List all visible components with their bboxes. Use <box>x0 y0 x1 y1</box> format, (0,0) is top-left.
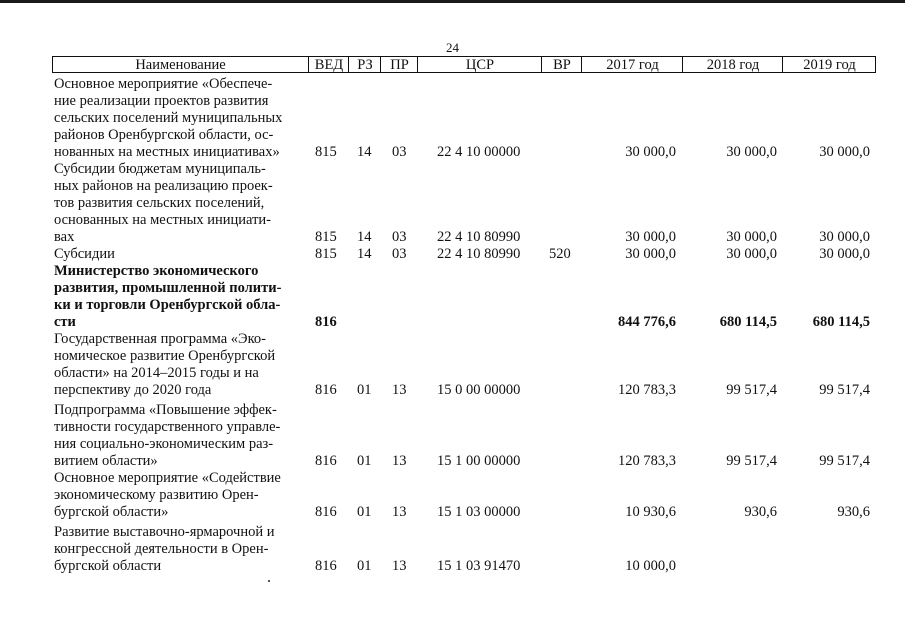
header-name: Наименование <box>135 57 226 73</box>
cell-y2018: 99 517,4 <box>726 382 777 398</box>
row-name-line: Подпрограмма «Повышение эффек- <box>54 402 277 418</box>
cell-pr: 13 <box>392 382 407 398</box>
row-name-line: Развитие выставочно-ярмарочной и <box>54 524 275 540</box>
row-name-line: развития, промышленной полити- <box>54 280 282 296</box>
cell-y2017: 10 000,0 <box>625 558 676 574</box>
cell-y2018: 30 000,0 <box>726 246 777 262</box>
row-name-line: Государственная программа «Эко- <box>54 331 266 347</box>
page-number: 24 <box>446 40 459 55</box>
cell-y2019: 30 000,0 <box>819 229 870 245</box>
cell-y2019: 930,6 <box>837 504 870 520</box>
cell-ved: 816 <box>315 504 337 520</box>
cell-csr: 22 4 10 80990 <box>437 229 521 245</box>
cell-pr: 13 <box>392 504 407 520</box>
cell-y2017: 120 783,3 <box>618 453 676 469</box>
table-header <box>52 56 876 73</box>
row-name-line: области» на 2014–2015 годы и на <box>54 365 259 381</box>
cell-csr: 22 4 10 80990 <box>437 246 521 262</box>
row-name-line: бургской области <box>54 558 162 574</box>
cell-y2019: 680 114,5 <box>812 314 870 330</box>
row-name-line: районов Оренбургской области, ос- <box>54 127 274 143</box>
cell-y2018: 99 517,4 <box>726 453 777 469</box>
top-border-line <box>0 0 905 3</box>
cell-pr: 13 <box>392 453 407 469</box>
row-name-line: витием области» <box>54 453 158 469</box>
cell-rz: 01 <box>357 558 372 574</box>
cell-pr: 03 <box>392 144 407 160</box>
cell-ved: 815 <box>315 229 337 245</box>
cell-rz: 14 <box>357 229 372 245</box>
cell-y2019: 99 517,4 <box>819 453 870 469</box>
cell-pr: 03 <box>392 229 407 245</box>
row-name-line: тивности государственного управле- <box>54 419 281 435</box>
row-name-line: Субсидии <box>54 246 115 262</box>
cell-y2017: 30 000,0 <box>625 144 676 160</box>
cell-rz: 14 <box>357 144 372 160</box>
cell-csr: 22 4 10 00000 <box>437 144 521 160</box>
row-name-line: номическое развитие Оренбургской <box>54 348 276 364</box>
row-name-line: перспективу до 2020 года <box>54 382 212 398</box>
cell-y2017: 30 000,0 <box>625 246 676 262</box>
row-name-line: вах <box>54 229 75 245</box>
row-name-line: Основное мероприятие «Содействие <box>54 470 281 486</box>
cell-y2018: 30 000,0 <box>726 229 777 245</box>
cell-y2018: 30 000,0 <box>726 144 777 160</box>
cell-y2017: 844 776,6 <box>618 314 676 330</box>
cell-vr: 520 <box>549 246 571 262</box>
row-name-line: ки и торговли Оренбургской обла- <box>54 297 281 313</box>
cell-ved: 816 <box>315 558 337 574</box>
header-vr: ВР <box>541 57 582 72</box>
header-csr: ЦСР <box>417 57 542 72</box>
cell-y2017: 120 783,3 <box>618 382 676 398</box>
row-name-line: Министерство экономического <box>54 263 259 279</box>
cell-ved: 816 <box>315 453 337 469</box>
row-name-line: Субсидии бюджетам муниципаль- <box>54 161 266 177</box>
row-name-line: конгрессной деятельности в Орен- <box>54 541 269 557</box>
cell-y2018: 680 114,5 <box>719 314 777 330</box>
cell-y2018: 930,6 <box>744 504 777 520</box>
cell-y2019: 30 000,0 <box>819 144 870 160</box>
cell-ved: 815 <box>315 246 337 262</box>
row-name-line: сельских поселений муниципальных <box>54 110 283 126</box>
header-2018: 2018 год <box>682 57 783 72</box>
cell-ved: 816 <box>315 314 337 330</box>
cell-y2019: 30 000,0 <box>819 246 870 262</box>
header-rz: РЗ <box>348 57 381 72</box>
cell-ved: 816 <box>315 382 337 398</box>
row-name-line: сти <box>54 314 76 330</box>
cell-rz: 01 <box>357 382 372 398</box>
cell-pr: 03 <box>392 246 407 262</box>
cell-csr: 15 0 00 00000 <box>437 382 521 398</box>
header-ved: ВЕД <box>308 57 349 72</box>
cell-csr: 15 1 03 91470 <box>437 558 521 574</box>
row-name-line: экономическому развитию Орен- <box>54 487 259 503</box>
row-name-line: ных районов на реализацию проек- <box>54 178 273 194</box>
row-name-line: ние реализации проектов развития <box>54 93 269 109</box>
cell-ved: 815 <box>315 144 337 160</box>
row-name-line: Основное мероприятие «Обеспече- <box>54 76 273 92</box>
row-name-line: тов развития сельских поселений, <box>54 195 265 211</box>
header-2019: 2019 год <box>782 57 876 72</box>
cell-pr: 13 <box>392 558 407 574</box>
cell-rz: 01 <box>357 453 372 469</box>
row-name-line: нованных на местных инициативах» <box>54 144 280 160</box>
header-pr: ПР <box>380 57 418 72</box>
cell-y2019: 99 517,4 <box>819 382 870 398</box>
cell-y2017: 10 930,6 <box>625 504 676 520</box>
cell-csr: 15 1 03 00000 <box>437 504 521 520</box>
cell-rz: 01 <box>357 504 372 520</box>
header-2017: 2017 год <box>581 57 683 72</box>
cell-csr: 15 1 00 00000 <box>437 453 521 469</box>
scan-speck <box>268 580 270 582</box>
cell-rz: 14 <box>357 246 372 262</box>
row-name-line: бургской области» <box>54 504 169 520</box>
row-name-line: ния социально-экономическим раз- <box>54 436 274 452</box>
row-name-line: основанных на местных инициати- <box>54 212 272 228</box>
cell-y2017: 30 000,0 <box>625 229 676 245</box>
